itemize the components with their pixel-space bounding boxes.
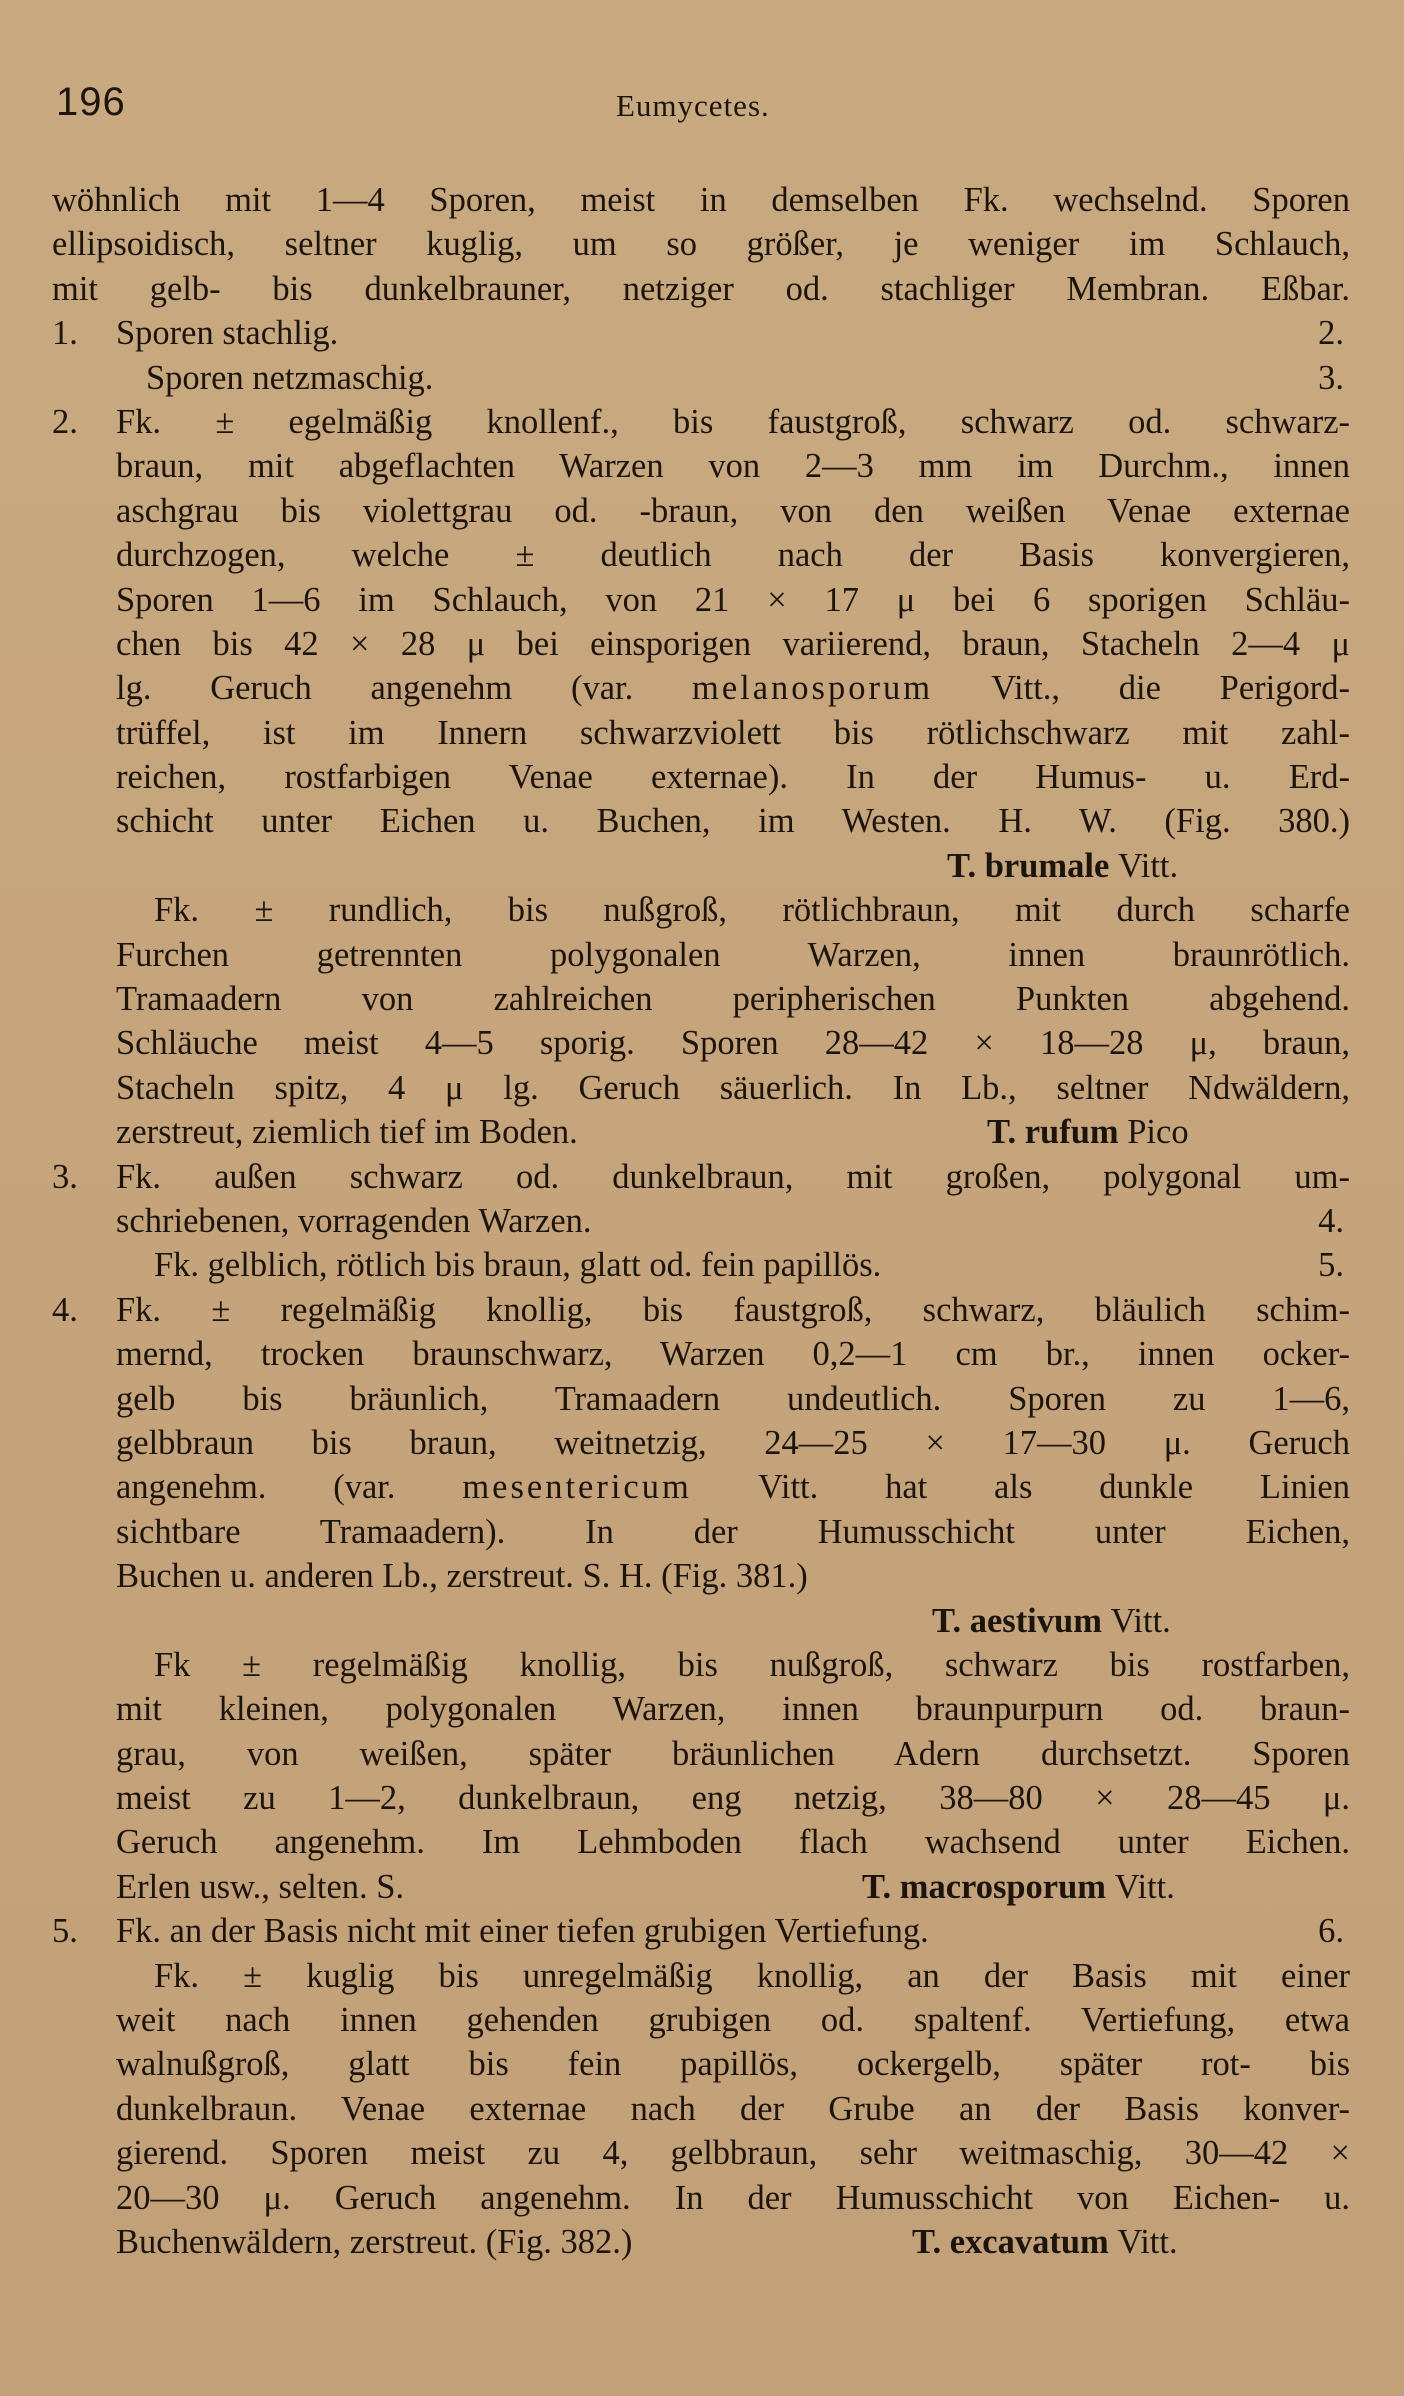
species-label: T. rufum	[987, 1113, 1119, 1152]
line-text: Fk. außen schwarz od. dunkelbraun, mit großen, polygonal um-	[116, 1157, 1350, 1196]
line-text: Sporen 1—6 im Schlauch, von 21 × 17 μ bei 6 sporigen Schläu-	[116, 580, 1350, 619]
species-name	[987, 1110, 1189, 1154]
text-line	[52, 1998, 1350, 2042]
key-line	[52, 311, 1350, 355]
text-line	[52, 533, 1350, 577]
key-number: 2.	[52, 402, 78, 441]
species-name	[932, 1599, 1171, 1643]
line-text: aschgrau bis violettgrau od. -braun, von den weißen Venae externae	[116, 491, 1350, 530]
key-text: Fk. an der Basis nicht mit einer tiefen grubigen Vertiefung.	[116, 1912, 929, 1951]
species-line	[52, 1110, 1350, 1154]
line-text: Fk. ± rundlich, bis nußgroß, rötlichbraun, mit durch scharfe	[154, 891, 1350, 930]
line-text: 20—30 μ. Geruch angenehm. In der Humusschicht von Eichen- u.	[116, 2178, 1350, 2217]
key-line	[52, 1155, 1350, 1199]
key-line	[52, 1288, 1350, 1332]
line-text: trüffel, ist im Innern schwarzviolett bis rötlichschwarz mit zahl-	[116, 713, 1350, 752]
key-line	[52, 356, 1350, 400]
text-line	[52, 2087, 1350, 2131]
species-line	[52, 844, 1350, 888]
key-line	[52, 1243, 1350, 1287]
key-line	[52, 400, 1350, 444]
text-line	[52, 2176, 1350, 2220]
text-line	[52, 1687, 1350, 1731]
line-text: reichen, rostfarbigen Venae externae). In der Humus- u. Erd-	[116, 758, 1350, 797]
text-line	[52, 933, 1350, 977]
text-line	[52, 1510, 1350, 1554]
species-line	[52, 1865, 1350, 1909]
line-text: braun, mit abgeflachten Warzen von 2—3 mm im Durchm., innen	[116, 447, 1350, 486]
line-text: mit kleinen, polygonalen Warzen, innen braunpurpurn od. braun-	[116, 1690, 1350, 1729]
species-author: Vitt.	[1110, 1601, 1171, 1640]
text-line	[52, 799, 1350, 843]
page-header	[56, 80, 1346, 140]
species-name	[947, 844, 1178, 888]
text-line	[52, 178, 1350, 222]
line-text: Tramaadern von zahlreichen peripherischen Punkten abgehend.	[116, 980, 1350, 1019]
key-reference: 2.	[1318, 314, 1344, 353]
species-author: Vitt.	[1117, 846, 1179, 885]
line-text: Fk ± regelmäßig knollig, bis nußgroß, schwarz bis rostfarben,	[154, 1645, 1350, 1684]
text-line	[52, 1066, 1350, 1110]
line-segment: Vitt., die Perigord-	[991, 669, 1350, 708]
text-line	[52, 977, 1350, 1021]
text-line	[52, 888, 1350, 932]
line-text: Geruch angenehm. Im Lehmboden flach wachsend unter Eichen.	[116, 1823, 1350, 1862]
text-line	[52, 666, 1350, 710]
text-line	[52, 711, 1350, 755]
text-line	[52, 444, 1350, 488]
line-text: gelbbraun bis braun, weitnetzig, 24—25 × 17—30 μ. Geruch	[116, 1423, 1350, 1462]
text-line	[52, 755, 1350, 799]
key-line	[52, 1199, 1350, 1243]
key-text: Sporen stachlig.	[116, 314, 339, 353]
line-text: Fk. ± kuglig bis unregelmäßig knollig, an der Basis mit einer	[154, 1956, 1350, 1995]
line-text: weit nach innen gehenden grubigen od. spaltenf. Vertiefung, etwa	[116, 2001, 1350, 2040]
key-number: 4.	[52, 1290, 78, 1329]
line-text: durchzogen, welche ± deutlich nach der Basis konvergieren,	[116, 536, 1350, 575]
text-line	[52, 1021, 1350, 1065]
key-reference: 3.	[1318, 358, 1344, 397]
key-line	[52, 1909, 1350, 1953]
text-line	[52, 1421, 1350, 1465]
line-text: schicht unter Eichen u. Buchen, im Westen. H. W. (Fig. 380.)	[116, 802, 1350, 841]
key-reference: 4.	[1318, 1201, 1344, 1240]
line-text: gelb bis bräunlich, Tramaadern undeutlich. Sporen zu 1—6,	[116, 1379, 1350, 1418]
line-text: ellipsoidisch, seltner kuglig, um so größer, je weniger im Schlauch,	[52, 225, 1350, 264]
page-number: 196	[56, 80, 126, 124]
line-text: meist zu 1—2, dunkelbraun, eng netzig, 38—80 × 28—45 μ.	[116, 1779, 1350, 1818]
text-line	[52, 622, 1350, 666]
line-segment: lg. Geruch angenehm (var.	[116, 669, 634, 708]
species-label: T. aestivum	[932, 1601, 1102, 1640]
line-text: dunkelbraun. Venae externae nach der Grube an der Basis konver-	[116, 2089, 1350, 2128]
species-line	[52, 1599, 1350, 1643]
species-author: Vitt.	[1114, 1867, 1175, 1906]
text-line	[52, 1954, 1350, 1998]
line-segment: angenehm. (var.	[116, 1468, 396, 1507]
line-text	[116, 1465, 1350, 1509]
line-text: wöhnlich mit 1—4 Sporen, meist in demselben Fk. wechselnd. Sporen	[52, 181, 1350, 219]
line-text: Erlen usw., selten. S.	[116, 1867, 405, 1906]
line-text: sichtbare Tramaadern). In der Humusschicht unter Eichen,	[116, 1512, 1350, 1551]
text-line	[52, 1554, 1350, 1598]
text-line	[52, 2042, 1350, 2086]
species-author: Vitt.	[1117, 2222, 1178, 2261]
key-reference: 6.	[1318, 1912, 1344, 1951]
line-text: grau, von weißen, später bräunlichen Adern durchsetzt. Sporen	[116, 1734, 1350, 1773]
line-segment: Vitt. hat als dunkle Linien	[758, 1468, 1350, 1507]
text-line	[52, 1776, 1350, 1820]
key-number: 1.	[52, 314, 78, 353]
species-line	[52, 2220, 1350, 2264]
key-text: Sporen netzmaschig.	[146, 358, 434, 397]
body-text	[52, 178, 1350, 2264]
line-text: Furchen getrennten polygonalen Warzen, innen braunrötlich.	[116, 935, 1350, 974]
species-author: Pico	[1127, 1113, 1189, 1152]
line-text: Schläuche meist 4—5 sporig. Sporen 28—42 × 18—28 μ, braun,	[116, 1024, 1350, 1063]
variety-name: mesentericum	[462, 1468, 692, 1507]
species-label: T. brumale	[947, 846, 1110, 885]
text-line	[52, 1465, 1350, 1509]
line-text: zerstreut, ziemlich tief im Boden.	[116, 1113, 578, 1152]
text-line	[52, 578, 1350, 622]
text-line	[52, 2131, 1350, 2175]
key-number: 5.	[52, 1912, 78, 1951]
text-line	[52, 1332, 1350, 1376]
text-line	[52, 267, 1350, 311]
line-text: chen bis 42 × 28 μ bei einsporigen variierend, braun, Stacheln 2—4 μ	[116, 624, 1350, 663]
text-line	[52, 1643, 1350, 1687]
line-text: Buchen u. anderen Lb., zerstreut. S. H. (Fig. 381.)	[116, 1557, 808, 1596]
running-title: Eumycetes.	[616, 88, 770, 123]
variety-name: melanosporum	[692, 669, 934, 708]
species-name	[912, 2220, 1178, 2264]
text-line	[52, 222, 1350, 266]
key-number: 3.	[52, 1157, 78, 1196]
key-text: schriebenen, vorragenden Warzen.	[116, 1201, 592, 1240]
line-text: gierend. Sporen meist zu 4, gelbbraun, sehr weitmaschig, 30—42 ×	[116, 2134, 1350, 2173]
species-name	[862, 1865, 1175, 1909]
species-label: T. macrosporum	[862, 1867, 1107, 1906]
text-line	[52, 489, 1350, 533]
line-text	[116, 666, 1350, 710]
text-line	[52, 1820, 1350, 1864]
line-text: Fk. ± regelmäßig knollig, bis faustgroß, schwarz, bläulich schim-	[116, 1290, 1350, 1329]
line-text: mernd, trocken braunschwarz, Warzen 0,2—1 cm br., innen ocker-	[116, 1335, 1350, 1374]
species-label: T. excavatum	[912, 2222, 1109, 2261]
text-line	[52, 1732, 1350, 1776]
line-text: mit gelb- bis dunkelbrauner, netziger od. stachliger Membran. Eßbar.	[52, 269, 1350, 308]
line-text: walnußgroß, glatt bis fein papillös, ockergelb, später rot- bis	[116, 2045, 1350, 2084]
line-text: Buchenwäldern, zerstreut. (Fig. 382.)	[116, 2222, 633, 2261]
line-text: Stacheln spitz, 4 μ lg. Geruch säuerlich. In Lb., seltner Ndwäldern,	[116, 1068, 1350, 1107]
line-text: Fk. ± egelmäßig knollenf., bis faustgroß, schwarz od. schwarz-	[116, 402, 1350, 441]
key-text: Fk. gelblich, rötlich bis braun, glatt od. fein papillös.	[154, 1246, 882, 1285]
key-reference: 5.	[1318, 1246, 1344, 1285]
text-line	[52, 1377, 1350, 1421]
